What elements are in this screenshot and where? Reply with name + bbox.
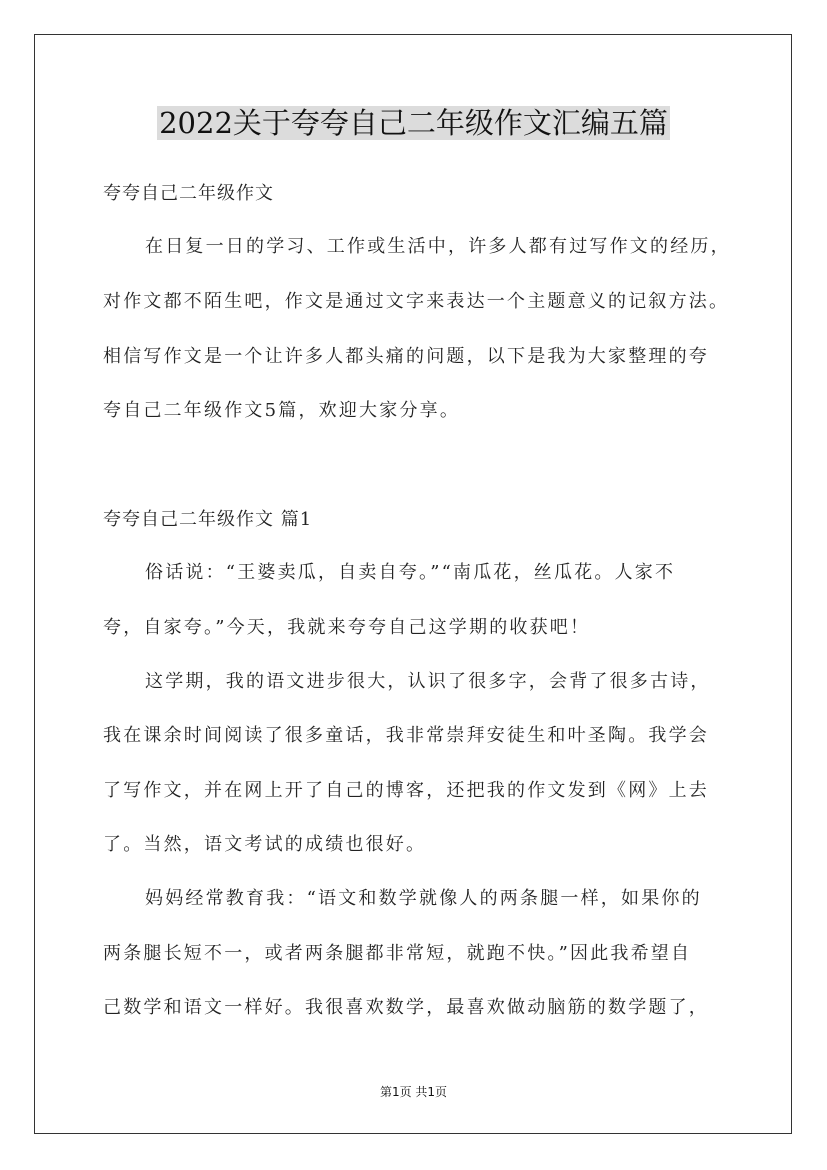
intro-heading: 夸夸自己二年级作文 — [103, 183, 274, 204]
intro-line: 在日复一日的学习、工作或生活中，许多人都有过写作文的经历， — [145, 236, 731, 257]
paragraph-line: 夸，自家夸。”今天，我就来夸夸自己这学期的收获吧！ — [103, 617, 591, 638]
section-heading: 夸夸自己二年级作文 篇1 — [103, 509, 313, 530]
paragraph-line: 我在课余时间阅读了很多童话，我非常崇拜安徒生和叶圣陶。我学会 — [103, 725, 709, 746]
paragraph-line: 了。当然，语文考试的成绩也很好。 — [103, 834, 427, 855]
intro-line: 夸自己二年级作文5篇，欢迎大家分享。 — [103, 400, 461, 421]
document-title: 2022关于夸夸自己二年级作文汇编五篇 — [159, 106, 668, 140]
paragraph-line: 妈妈经常教育我：“语文和数学就像人的两条腿一样，如果你的 — [145, 888, 702, 909]
paragraph-line: 俗话说：“王婆卖瓜，自卖自夸。”“南瓜花，丝瓜花。人家不 — [145, 562, 676, 583]
paragraph-line: 了写作文，并在网上开了自己的博客，还把我的作文发到《网》上去 — [103, 780, 709, 801]
document-title-wrap — [0, 103, 827, 143]
paragraph-line: 两条腿长短不一，或者两条腿都非常短，就跑不快。”因此我希望自 — [103, 943, 692, 964]
paragraph-line: 这学期，我的语文进步很大，认识了很多字，会背了很多古诗， — [145, 671, 711, 692]
paragraph-line: 己数学和语文一样好。我很喜欢数学，最喜欢做动脑筋的数学题了， — [103, 997, 709, 1018]
intro-line: 对作文都不陌生吧，作文是通过文字来表达一个主题意义的记叙方法。 — [103, 291, 730, 312]
intro-line: 相信写作文是一个让许多人都头痛的问题，以下是我为大家整理的夸 — [103, 346, 709, 367]
page-footer: 第1页 共1页 — [379, 1085, 448, 1099]
